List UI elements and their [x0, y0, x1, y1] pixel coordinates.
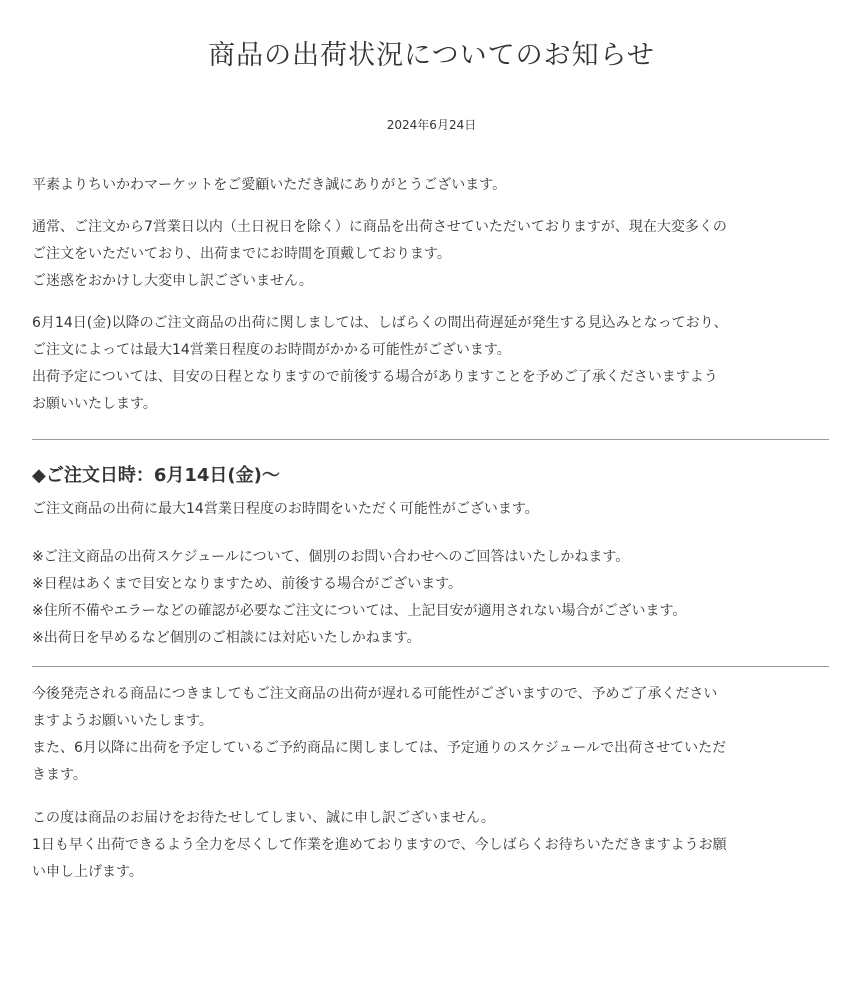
text-line: ますようお願いいたします。	[32, 713, 213, 729]
section-divider	[32, 666, 829, 667]
text-line: 出荷予定については、目安の日程となりますので前後する場合がありますことを予めご了承くださいますよう	[32, 369, 718, 385]
text-line: い申し上げます。	[32, 864, 143, 880]
text-line: この度は商品のお届けをお待たせしてしまい、誠に申し訳ございません。	[32, 810, 495, 826]
text-line: また、6月以降に出荷を予定しているご予約商品に関しましては、予定通りのスケジュールで出荷させていただ	[32, 740, 727, 756]
section-summary	[32, 496, 832, 523]
text-line: 平素よりちいかわマーケットをご愛顧いただき誠にありがとうございます。	[32, 177, 507, 193]
closing-future-products	[32, 681, 832, 789]
section-divider	[32, 439, 829, 440]
text-line: きます。	[32, 767, 87, 783]
text-line: 今後発売される商品につきましてもご注文商品の出荷が遅れる可能性がございますので、予めご了承ください	[32, 686, 718, 702]
text-line: ご注文によっては最大14営業日程度のお時間がかかる可能性がございます。	[32, 342, 511, 358]
text-line: 通常、ご注文から7営業日以内（土日祝日を除く）に商品を出荷させていただいておりますが、現在大変多くの	[32, 219, 727, 235]
note-line: ※日程はあくまで目安となりますため、前後する場合がございます。	[32, 576, 463, 592]
text-line: ご注文をいただいており、出荷までにお時間を頂戴しております。	[32, 246, 451, 262]
note-line: ※出荷日を早めるなど個別のご相談には対応いたしかねます。	[32, 630, 421, 646]
text-line: ご注文商品の出荷に最大14営業日程度のお時間をいただく可能性がございます。	[32, 501, 539, 517]
notice-body	[32, 172, 832, 886]
section-notes	[32, 544, 832, 652]
note-line: ※住所不備やエラーなどの確認が必要なご注文については、上記目安が適用されない場合がございます。	[32, 603, 687, 619]
intro-greeting	[32, 172, 832, 199]
intro-normal-shipping	[32, 214, 832, 295]
text-line: 6月14日(金)以降のご注文商品の出荷に関しましては、しばらくの間出荷遅延が発生する見込みとなっており、	[32, 315, 728, 331]
intro-delay-notice	[32, 310, 832, 418]
text-line: ご迷惑をおかけし大変申し訳ございません。	[32, 273, 313, 289]
text-line: 1日も早く出荷できるよう全力を尽くして作業を進めておりますので、今しばらくお待ちいただきますようお願	[32, 837, 727, 853]
note-line: ※ご注文商品の出荷スケジュールについて、個別のお問い合わせへのご回答はいたしかねます。	[32, 549, 630, 565]
publish-date: 2024年6月24日	[386, 118, 477, 132]
section-heading: ◆ご注文日時：6月14日(金)〜	[32, 465, 280, 486]
page-title: 商品の出荷状況についてのお知らせ	[208, 40, 655, 71]
closing-apology	[32, 805, 832, 886]
text-line: お願いいたします。	[32, 396, 157, 412]
